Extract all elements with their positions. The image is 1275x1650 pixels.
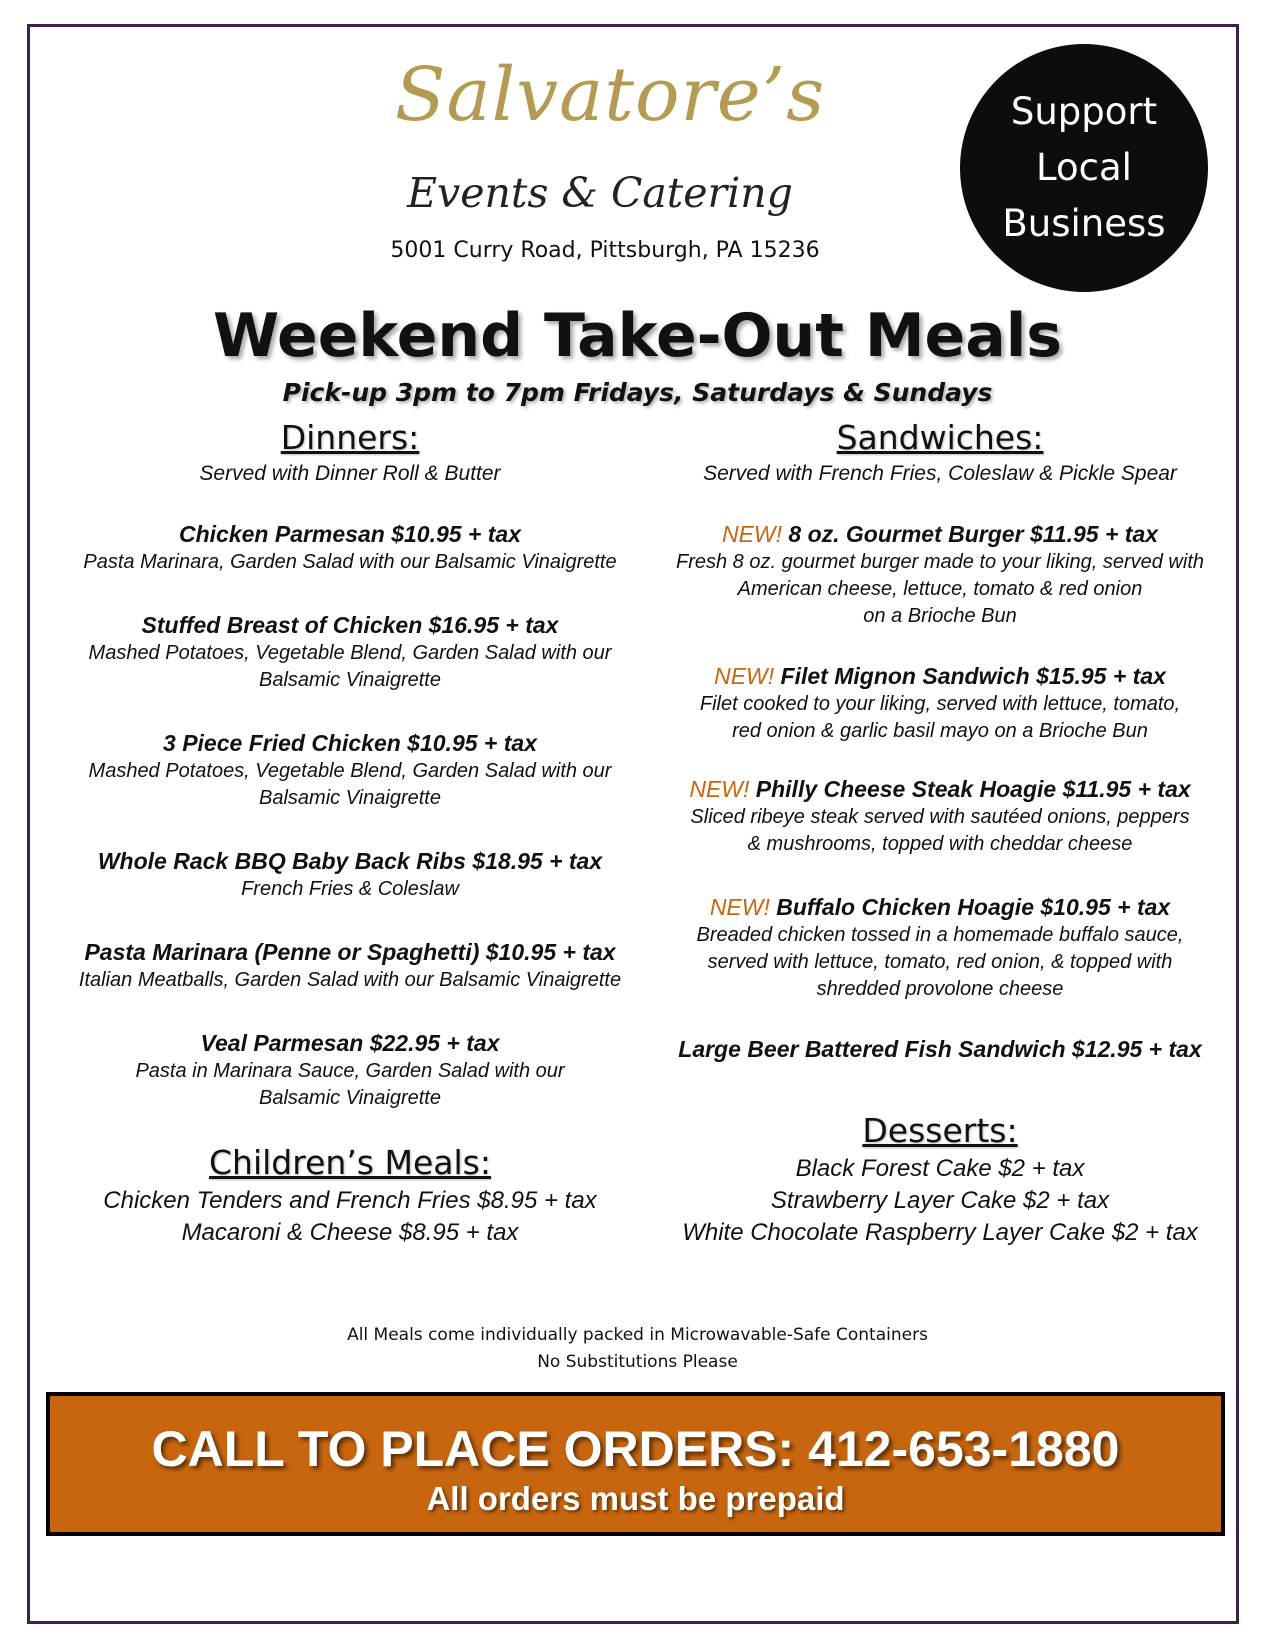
item-desc: French Fries & Coleslaw (241, 878, 459, 900)
item-title: Large Beer Battered Fish Sandwich $12.95 + tax (678, 1036, 1202, 1062)
item-title: Veal Parmesan $22.95 + tax (200, 1030, 500, 1056)
item-desc: Breaded chicken tossed in a homemade buffalo sauce, (696, 924, 1184, 946)
menu-item (655, 1034, 1225, 1064)
dessert-item: White Chocolate Raspberry Layer Cake $2 + tax (682, 1219, 1198, 1246)
menu-item (655, 892, 1225, 1003)
support-local-badge (960, 44, 1208, 292)
childrens-item: Chicken Tenders and French Fries $8.95 + tax (103, 1187, 597, 1214)
logo-subtitle: Events & Catering (407, 169, 793, 217)
item-desc: & mushrooms, topped with cheddar cheese (747, 833, 1133, 855)
desserts-heading: Desserts: (862, 1111, 1018, 1150)
address: 5001 Curry Road, Pittsburgh, PA 15236 (390, 238, 820, 263)
prepaid-notice: All orders must be prepaid (426, 1480, 845, 1517)
menu-item (655, 519, 1225, 630)
item-title: Pasta Marinara (Penne or Spaghetti) $10.95 + tax (84, 939, 616, 965)
badge-line: Local (1036, 146, 1132, 189)
item-title-text: 8 oz. Gourmet Burger $11.95 + tax (788, 521, 1159, 547)
sandwiches-heading: Sandwiches: (836, 418, 1044, 457)
item-title (655, 774, 1225, 804)
footnote-line: No Substitutions Please (537, 1352, 738, 1372)
new-label: NEW! (721, 521, 783, 547)
dessert-item: Strawberry Layer Cake $2 + tax (770, 1187, 1110, 1214)
item-desc: shredded provolone cheese (816, 978, 1064, 1000)
page-title: Weekend Take-Out Meals (213, 301, 1062, 371)
new-label: NEW! (709, 894, 770, 920)
item-desc: Balsamic Vinaigrette (259, 1087, 441, 1109)
item-desc: Mashed Potatoes, Vegetable Blend, Garden Salad with our (88, 642, 612, 664)
sandwiches-section (655, 416, 1225, 488)
footnote (200, 1322, 1075, 1376)
item-title (655, 661, 1225, 691)
page-subtitle: Pick-up 3pm to 7pm Fridays, Saturdays & Sundays (282, 378, 993, 407)
dinners-heading: Dinners: (280, 418, 420, 457)
item-desc: Italian Meatballs, Garden Salad with our Balsamic Vinaigrette (78, 969, 622, 991)
item-desc: American cheese, lettuce, tomato & red onion (737, 578, 1143, 600)
item-desc: Sliced ribeye steak served with sautéed onions, peppers (690, 806, 1190, 828)
item-title (655, 519, 1225, 549)
item-desc: Mashed Potatoes, Vegetable Blend, Garden Salad with our (88, 760, 612, 782)
item-title (655, 892, 1225, 922)
childrens-section (50, 1141, 650, 1249)
menu-item (50, 610, 650, 694)
item-title-text: Buffalo Chicken Hoagie $10.95 + tax (776, 894, 1171, 920)
item-desc: red onion & garlic basil mayo on a Brioche Bun (732, 720, 1148, 742)
footnote-line: All Meals come individually packed in Microwavable-Safe Containers (347, 1325, 928, 1345)
item-title: 3 Piece Fried Chicken $10.95 + tax (163, 730, 537, 756)
call-to-order-text: CALL TO PLACE ORDERS: 412-653-1880 (151, 1421, 1120, 1477)
item-title-text: Philly Cheese Steak Hoagie $11.95 + tax (755, 776, 1191, 802)
menu-item (50, 937, 650, 994)
item-title: Stuffed Breast of Chicken $16.95 + tax (141, 612, 559, 638)
item-desc: on a Brioche Bun (863, 605, 1017, 627)
menu-item (655, 661, 1225, 745)
childrens-heading: Children’s Meals: (209, 1143, 491, 1182)
menu-item (50, 1028, 650, 1112)
badge-line: Support (1010, 90, 1158, 133)
call-to-order-banner (46, 1392, 1225, 1536)
dinners-note: Served with Dinner Roll & Butter (199, 462, 501, 485)
menu-item (50, 846, 650, 903)
desserts-section (655, 1109, 1225, 1249)
item-desc: Pasta Marinara, Garden Salad with our Balsamic Vinaigrette (83, 551, 617, 573)
item-desc: Filet cooked to your liking, served with lettuce, tomato, (699, 693, 1181, 715)
menu-item (50, 519, 650, 576)
new-label: NEW! (689, 776, 750, 802)
new-label: NEW! (714, 663, 775, 689)
dinners-section (50, 416, 650, 488)
item-title-text: Filet Mignon Sandwich $15.95 + tax (780, 663, 1166, 689)
item-title: Whole Rack BBQ Baby Back Ribs $18.95 + tax (97, 848, 603, 874)
logo-wordmark: Salvatore’s (394, 52, 826, 138)
item-desc: served with lettuce, tomato, red onion, & topped with (707, 951, 1173, 973)
menu-item (50, 728, 650, 812)
dessert-item: Black Forest Cake $2 + tax (795, 1155, 1085, 1182)
badge-line: Business (1002, 202, 1166, 245)
item-desc: Balsamic Vinaigrette (259, 787, 441, 809)
menu-item (655, 774, 1225, 858)
item-desc: Pasta in Marinara Sauce, Garden Salad with our (135, 1060, 565, 1082)
item-desc: Balsamic Vinaigrette (259, 669, 441, 691)
sandwiches-note: Served with French Fries, Coleslaw & Pickle Spear (703, 462, 1177, 485)
item-desc: Fresh 8 oz. gourmet burger made to your liking, served with (675, 551, 1205, 573)
item-title: Chicken Parmesan $10.95 + tax (178, 521, 521, 547)
childrens-item: Macaroni & Cheese $8.95 + tax (181, 1219, 519, 1246)
